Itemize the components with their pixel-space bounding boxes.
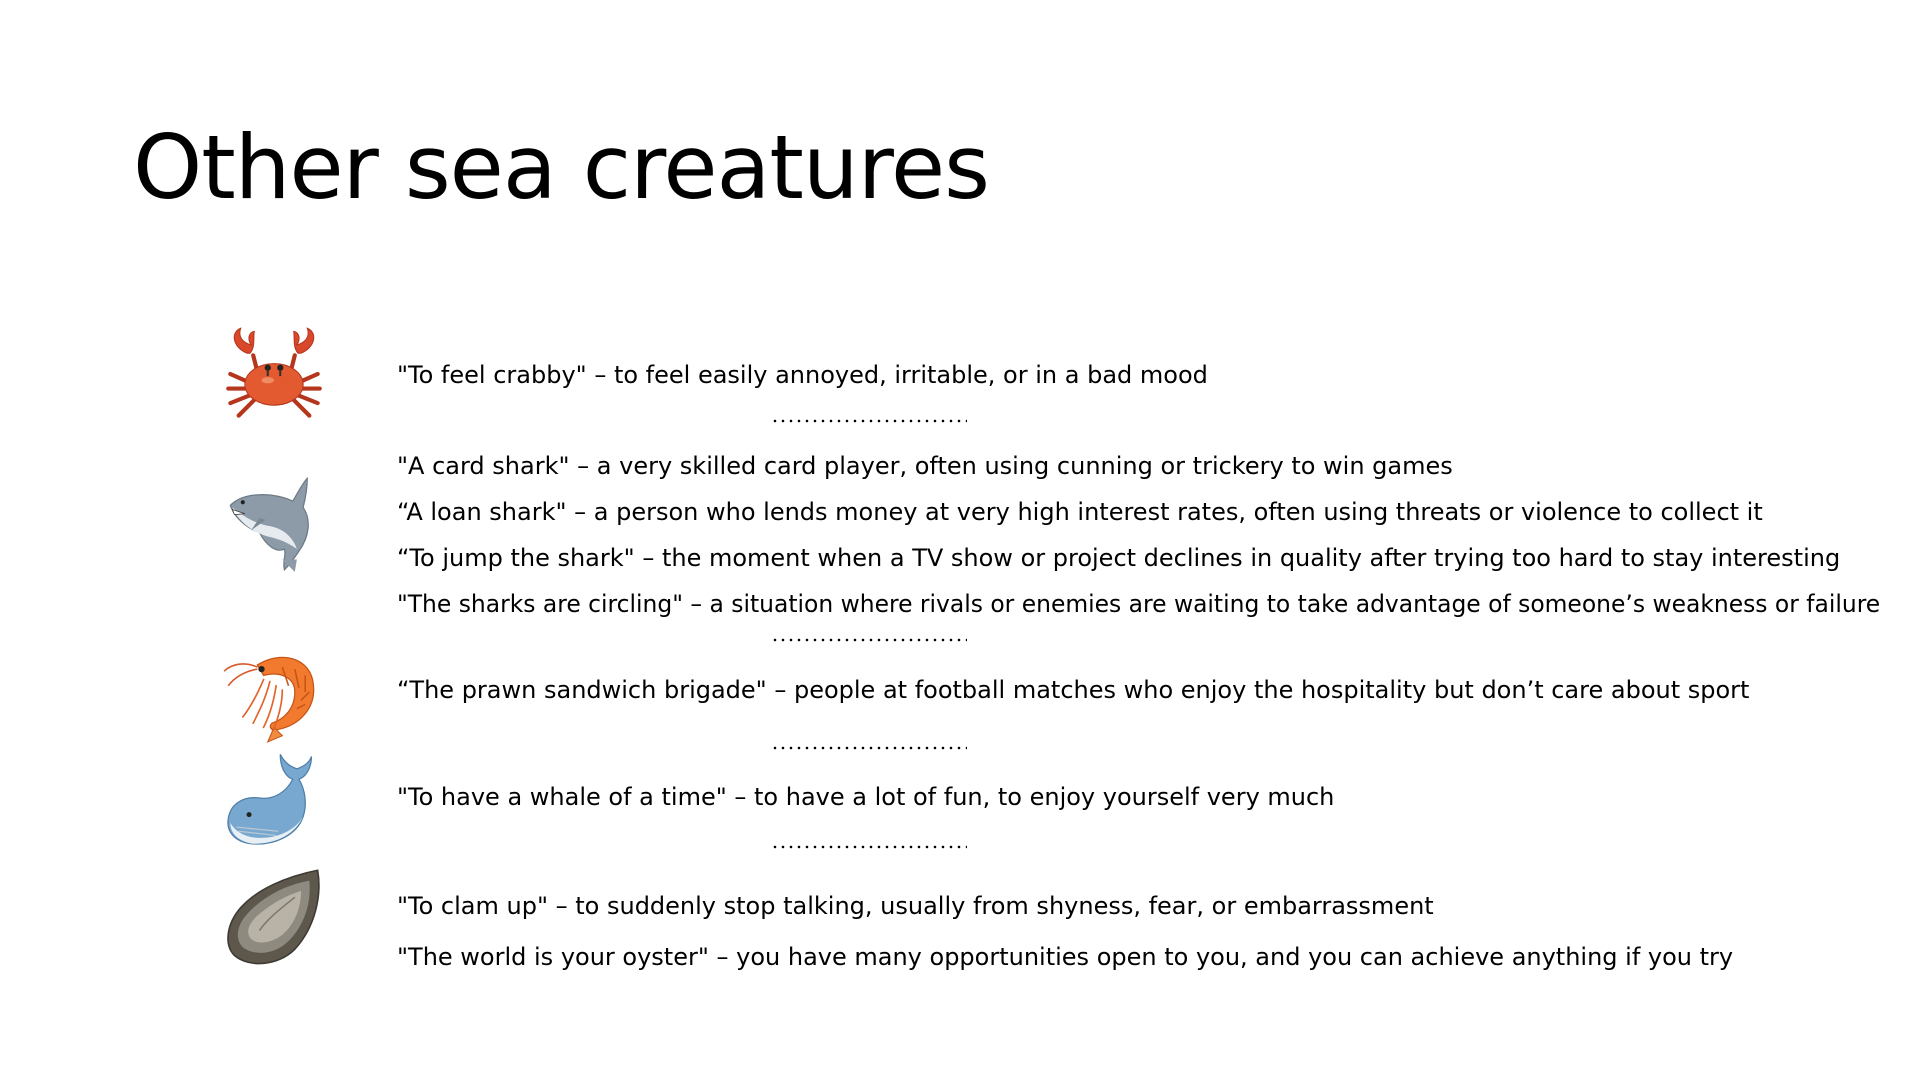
idiom-jump-the-shark: “To jump the shark" – the moment when a TV show or project declines in quality after trying too hard to stay interesting <box>397 544 1841 572</box>
idiom-sharks-circling: "The sharks are circling" – a situation where rivals or enemies are waiting to take advantage of someone’s weakness or failure <box>397 590 1881 618</box>
idiom-whale-of-a-time: "To have a whale of a time" – to have a lot of fun, to enjoy yourself very much <box>397 783 1335 811</box>
idiom-loan-shark: “A loan shark" – a person who lends money at very high interest rates, often using threats or violence to collect it <box>397 498 1763 526</box>
dotted-separator <box>771 419 967 423</box>
crab-icon <box>222 322 326 426</box>
idiom-card-shark: "A card shark" – a very skilled card player, often using cunning or trickery to win games <box>397 452 1453 480</box>
shrimp-icon <box>222 640 326 744</box>
shark-icon <box>222 470 326 574</box>
idiom-feel-crabby: "To feel crabby" – to feel easily annoyed, irritable, or in a bad mood <box>397 361 1208 389</box>
idiom-world-is-your-oyster: "The world is your oyster" – you have many opportunities open to you, and you can achieve anything if you try <box>397 943 1734 971</box>
idiom-clam-up: "To clam up" – to suddenly stop talking, usually from shyness, fear, or embarrassment <box>397 892 1434 920</box>
dotted-separator <box>771 845 967 849</box>
slide-title: Other sea creatures <box>133 116 989 219</box>
oyster-icon <box>222 864 326 968</box>
dotted-separator <box>771 746 967 750</box>
dotted-separator <box>771 638 967 642</box>
idiom-prawn-sandwich-brigade: “The prawn sandwich brigade" – people at football matches who enjoy the hospitality but don’t care about sport <box>397 676 1750 704</box>
whale-icon <box>222 746 326 850</box>
